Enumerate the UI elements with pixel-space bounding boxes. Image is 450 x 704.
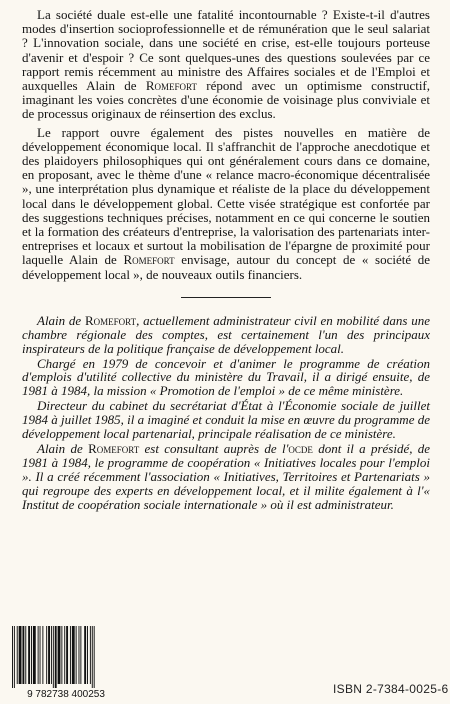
barcode-bar — [64, 626, 65, 684]
section-divider — [181, 297, 271, 298]
bio-b1-end: , actuellement administrateur civil en mobilité dans une chambre régionale des comptes, est certainement l'un des principaux inspirateurs de la politique française de développement local. — [22, 312, 430, 356]
barcode-bar — [42, 626, 43, 684]
barcode-bar — [70, 626, 71, 684]
intro-p2-text: Le rapport ouvre également des pistes nouvelles en matière de développement économique local. Il s'affranchit de l'approche anecdotique et des plaidoyers philosophiques qui ont généralement cours dans ce domaine, en proposant, avec le thème d'une « relance macro-économique décentralisée », une interprétation plus dynamique et réaliste de la place du développement local dans le développement global. Cette visée stratégique est confortée par des suggestions techniques précises, notamment en ce qui concerne le soutien et la formation des créateurs d'entreprise, la valorisation des partenariats inter-entreprises et locaux et surtout la mobilisation de l'épargne de proximité pour laquelle Alain de — [22, 124, 430, 268]
bio-b1-start: Alain de — [37, 312, 82, 328]
author-name: Romefort — [88, 441, 140, 457]
intro-p1-end: répond avec un optimisme constructif, imaginant les voies concrètes d'une économie de voisinage plus conviviale et de processus originaux de réinsertion des exclus. — [22, 78, 431, 122]
barcode-bar — [12, 626, 13, 688]
intro-paragraph-2 — [22, 126, 430, 282]
isbn-number: ISBN 2-7384-0025-6 — [333, 682, 449, 696]
barcode-bar — [51, 626, 52, 684]
barcode-bar — [48, 626, 50, 684]
barcode — [6, 624, 126, 700]
barcode-bar — [76, 626, 77, 684]
bio-b4-end: dont il a présidé, de 1981 à 1984, le programme de coopération « Initiatives locales pour l'emploi ». Il a créé récemment l'association « Initiatives, Territoires et Partenariats » qui regroupe des experts en développement local, et il milite également à l'« Institut de coopération sociale internationale » où il est administrateur. — [22, 441, 431, 512]
intro-p1-text: La société duale est-elle une fatalité incontournable ? Existe-t-il d'autres modes d'insertion socioprofessionnelle et de rémunération que le seul salariat ? L'innovation sociale, dans une société en crise, est-elle toujours porteuse d'avenir et d'espoir ? Ce sont quelques-unes des questions soulevées par ce rapport remis récemment au ministre des Affaires sociales et de l'Emploi et auxquelles Alain de — [22, 7, 430, 94]
barcode-bar — [90, 626, 91, 684]
barcode-bar — [14, 626, 15, 688]
intro-paragraph-1 — [22, 8, 430, 122]
author-name: Romefort — [84, 312, 137, 328]
barcode-bar — [80, 626, 81, 684]
bio-paragraph-4 — [22, 442, 430, 512]
barcode-bar — [46, 626, 47, 684]
barcode-bar — [17, 626, 18, 684]
bio-paragraph-1 — [22, 314, 430, 356]
barcode-bar — [94, 626, 95, 688]
barcode-bar — [61, 626, 62, 684]
barcode-bar — [19, 626, 22, 684]
barcode-bar — [31, 626, 32, 684]
bio-paragraph-2: Chargé en 1979 de concevoir et d'animer le programme de création d'emplois d'utilité collective du ministère du Travail, il a dirigé ensuite, de 1981 à 1984, la mission « Promotion de l'emploi » de ce même ministère. — [22, 355, 430, 399]
bio-b4-start: Alain de — [37, 441, 83, 457]
barcode-bar — [92, 626, 93, 688]
barcode-bar — [25, 626, 26, 684]
author-name: Romefort — [145, 78, 197, 94]
barcode-bar — [72, 626, 75, 684]
organization-acronym: ocde — [288, 441, 313, 457]
barcode-bar — [40, 626, 41, 684]
barcode-bar — [33, 626, 36, 684]
bio-b4-mid: est consultant auprès de l' — [144, 441, 289, 457]
barcode-bar — [28, 626, 30, 684]
barcode-bar — [55, 626, 57, 688]
barcode-bar — [79, 626, 80, 684]
barcode-bar — [87, 626, 88, 684]
barcode-digits: 9 782738 400253 — [27, 689, 105, 700]
barcode-bar — [38, 626, 39, 684]
back-cover-text — [22, 8, 430, 512]
barcode-bar — [58, 626, 61, 684]
intro-p2-end: envisage, autour du concept de « société de développement local », de nouveaux outils financiers. — [22, 252, 431, 282]
barcode-bar — [53, 626, 54, 688]
barcode-bar — [22, 626, 24, 684]
barcode-bar — [84, 626, 86, 684]
barcode-bar — [66, 626, 68, 684]
bio-paragraph-3: Directeur du cabinet du secrétariat d'État à l'Économie sociale de juillet 1984 à juillet 1985, il a imaginé et conduit la mise en œuvre du programme de développement local partenarial, principale réalisation de ce ministère. — [22, 398, 430, 442]
author-name: Romefort — [123, 252, 175, 268]
